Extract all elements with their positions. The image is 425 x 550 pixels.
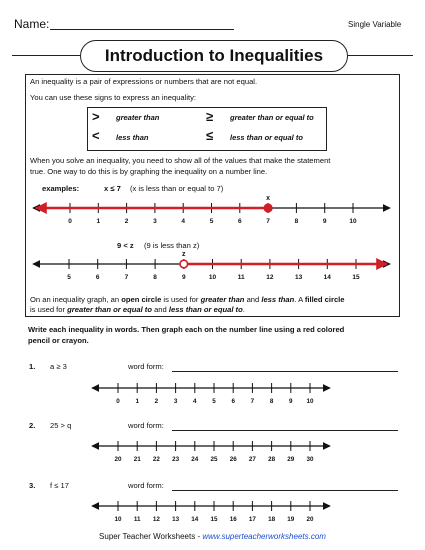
tick-label: 0 bbox=[116, 398, 120, 405]
open-circle bbox=[180, 260, 188, 268]
tick-label: 3 bbox=[173, 398, 178, 405]
variable-label: z bbox=[182, 251, 186, 258]
worksheet-tag: Single Variable bbox=[348, 20, 402, 29]
tick-label: 10 bbox=[349, 218, 357, 225]
tick-label: 20 bbox=[306, 516, 314, 523]
instructions-line-2: pencil or crayon. bbox=[28, 336, 89, 345]
problem-expression: f ≤ 17 bbox=[50, 481, 69, 490]
word-form-label: word form: bbox=[128, 362, 164, 371]
tick-label: 22 bbox=[152, 456, 160, 463]
word-form-input[interactable] bbox=[172, 371, 398, 372]
word-form-input[interactable] bbox=[172, 490, 398, 491]
tick-label: 2 bbox=[124, 218, 129, 225]
tick-label: 30 bbox=[306, 456, 314, 463]
tick-label: 7 bbox=[124, 274, 129, 281]
tick-label: 4 bbox=[193, 398, 197, 405]
tick-label: 17 bbox=[248, 516, 256, 523]
tick-label: 26 bbox=[229, 456, 237, 463]
tick-label: 20 bbox=[114, 456, 122, 463]
tick-label: 15 bbox=[352, 274, 360, 281]
tick-label: 1 bbox=[96, 218, 101, 225]
sign-meaning: greater than bbox=[116, 113, 160, 122]
tick-label: 5 bbox=[209, 218, 214, 225]
sign-symbol: < bbox=[92, 128, 100, 143]
tick-label: 21 bbox=[133, 456, 141, 463]
problem-number: 3. bbox=[29, 481, 36, 490]
problem-2-number-line bbox=[92, 441, 330, 463]
tick-label: 4 bbox=[181, 218, 186, 225]
examples-label: examples: bbox=[42, 184, 80, 193]
instructions-line-1: Write each inequality in words. Then graph each on the number line using a red colored bbox=[28, 325, 345, 334]
tick-label: 5 bbox=[212, 398, 216, 405]
page-title: Introduction to Inequalities bbox=[80, 40, 348, 72]
problem-number: 1. bbox=[29, 362, 36, 371]
problem-number: 2. bbox=[29, 421, 36, 430]
tick-label: 14 bbox=[323, 274, 331, 281]
tick-label: 2 bbox=[154, 398, 159, 405]
tick-label: 10 bbox=[114, 516, 122, 523]
tick-label: 27 bbox=[248, 456, 256, 463]
tick-label: 3 bbox=[153, 218, 157, 225]
word-form-label: word form: bbox=[128, 481, 164, 490]
problem-3-number-line bbox=[92, 501, 330, 523]
tick-label: 6 bbox=[237, 218, 242, 225]
sign-meaning: less than or equal to bbox=[230, 133, 303, 142]
intro-line-2: You can use these signs to express an inequality: bbox=[30, 93, 197, 102]
tick-label: 19 bbox=[287, 516, 295, 523]
tick-label: 6 bbox=[231, 398, 235, 405]
tick-label: 24 bbox=[191, 456, 199, 463]
explain-line-2: true. One way to do this is by graphing the inequality on a number line. bbox=[30, 167, 268, 176]
tick-label: 8 bbox=[294, 218, 299, 225]
explain-line-1: When you solve an inequality, you need to show all of the values that make the statement bbox=[30, 156, 331, 165]
example-2-expression: 9 < z bbox=[117, 241, 134, 250]
word-form-input[interactable] bbox=[172, 430, 398, 431]
problem-expression: a ≥ 3 bbox=[50, 362, 67, 371]
footer-link[interactable]: www.superteacherworksheets.com bbox=[202, 532, 326, 541]
tick-label: 12 bbox=[266, 274, 274, 281]
tick-label: 8 bbox=[153, 274, 157, 281]
footer-text: Super Teacher Worksheets - bbox=[99, 532, 203, 541]
tick-label: 16 bbox=[229, 516, 237, 523]
tick-label: 12 bbox=[152, 516, 160, 523]
example-1-expression: x ≤ 7 bbox=[104, 184, 121, 193]
sign-meaning: greater than or equal to bbox=[230, 113, 314, 122]
tick-label: 9 bbox=[289, 398, 293, 405]
sign-symbol: > bbox=[92, 109, 100, 124]
tick-label: 15 bbox=[210, 516, 218, 523]
tick-label: 18 bbox=[268, 516, 276, 523]
circle-note-2: is used for greater than or equal to and less than or equal to. bbox=[30, 305, 245, 314]
tick-label: 6 bbox=[95, 274, 100, 281]
sign-meaning: less than bbox=[116, 133, 149, 142]
tick-label: 0 bbox=[68, 218, 72, 225]
sign-symbol: ≥ bbox=[206, 109, 214, 124]
example-2-number-line bbox=[33, 251, 390, 281]
filled-circle bbox=[264, 204, 272, 212]
tick-label: 7 bbox=[250, 398, 255, 405]
tick-label: 8 bbox=[269, 398, 274, 405]
tick-label: 11 bbox=[133, 516, 141, 523]
tick-label: 25 bbox=[210, 456, 218, 463]
sign-symbol: ≤ bbox=[206, 128, 214, 143]
tick-label: 13 bbox=[294, 274, 303, 281]
tick-label: 5 bbox=[67, 274, 71, 281]
variable-label: x bbox=[266, 195, 271, 202]
problem-expression: 25 > q bbox=[50, 421, 72, 430]
tick-label: 7 bbox=[266, 218, 270, 225]
tick-label: 9 bbox=[322, 218, 327, 225]
example-1-description: (x is less than or equal to 7) bbox=[130, 184, 224, 193]
intro-line-1: An inequality is a pair of expressions or numbers that are not equal. bbox=[30, 77, 258, 86]
name-label: Name: bbox=[14, 17, 50, 31]
tick-label: 14 bbox=[191, 516, 199, 523]
tick-label: 29 bbox=[287, 456, 295, 463]
tick-label: 10 bbox=[208, 274, 217, 281]
tick-label: 10 bbox=[306, 398, 314, 405]
tick-label: 11 bbox=[237, 274, 245, 281]
circle-note-1: On an inequality graph, an open circle is used for greater than and less than. A filled circle bbox=[30, 295, 345, 304]
word-form-label: word form: bbox=[128, 421, 164, 430]
tick-label: 13 bbox=[172, 516, 180, 523]
footer bbox=[0, 532, 425, 541]
example-1-number-line bbox=[33, 195, 390, 225]
example-2-description: (9 is less than z) bbox=[144, 241, 200, 250]
tick-label: 1 bbox=[135, 398, 139, 405]
tick-label: 9 bbox=[181, 274, 186, 281]
tick-label: 23 bbox=[172, 456, 180, 463]
problem-1-number-line bbox=[92, 383, 330, 405]
tick-label: 28 bbox=[268, 456, 276, 463]
